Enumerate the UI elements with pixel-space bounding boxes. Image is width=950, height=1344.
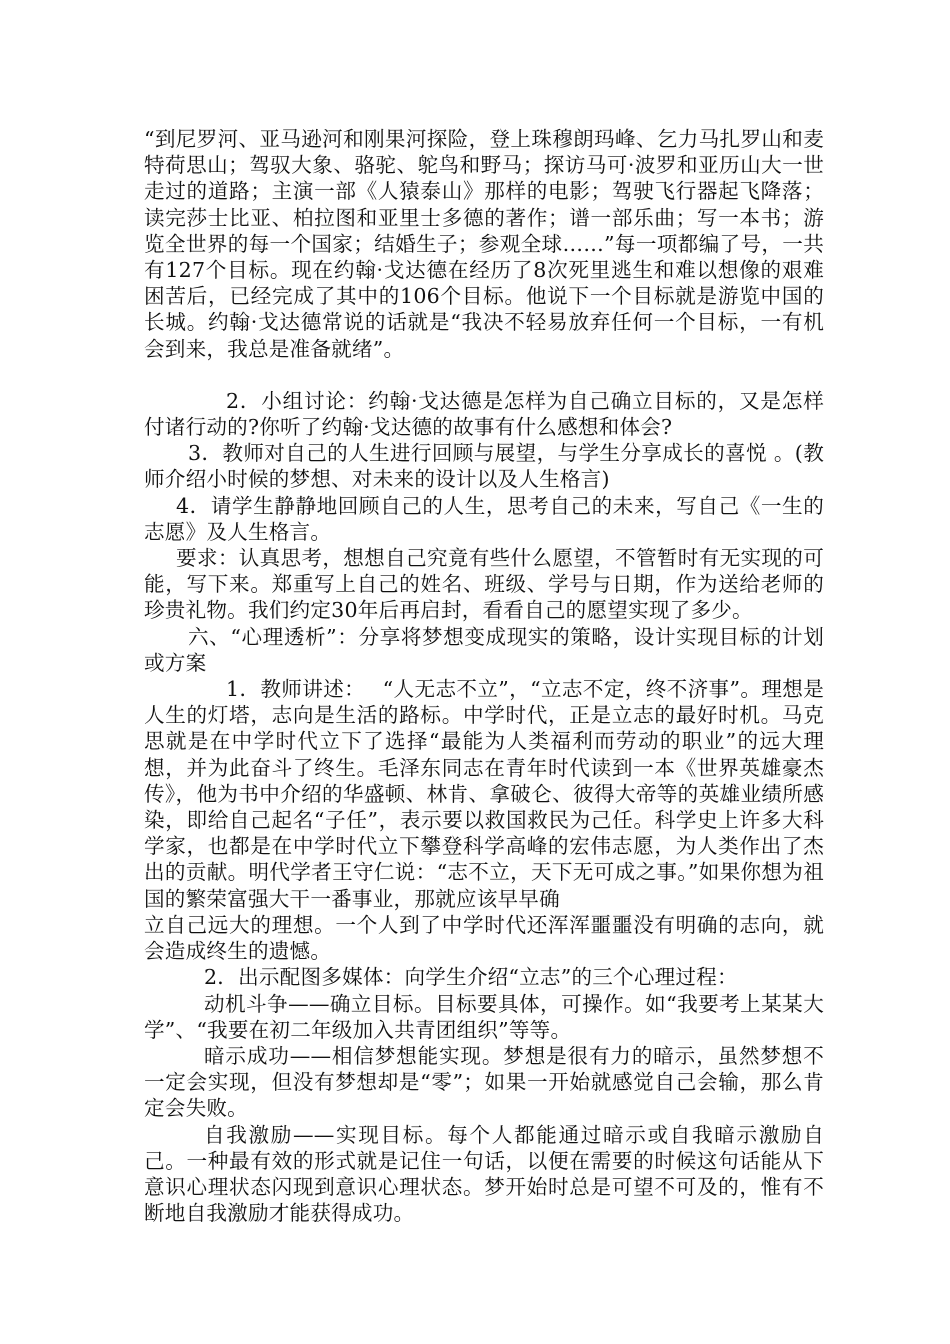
paragraph-self-motivation: 自我激励——实现目标。每个人都能通过暗示或自我暗示激励自己。一种最有效的形式就是记住一句话，以便在需要的时候这句话能从下意识心理状态闪现到意识心理状态。梦开始时总是可望不可及的，惟有不断地自我激励才能获得成功。 — [144, 1122, 824, 1226]
paragraph-suggest-success: 暗示成功——相信梦想能实现。梦想是很有力的暗示，虽然梦想不一定会实现，但没有梦想却是“零”；如果一开始就感觉自己会输，那么肯定会失败。 — [144, 1043, 824, 1121]
paragraph-motivation-struggle: 动机斗争——确立目标。目标要具体，可操作。如“我要考上某某大学”、“我要在初二年级加入共青团组织”等等。 — [144, 991, 824, 1042]
paragraph-multimedia: 2．出示配图多媒体：向学生介绍“立志”的三个心理过程： — [204, 965, 738, 990]
paragraph-gap — [144, 362, 824, 388]
section-heading-six: 六、“心理透析”：分享将梦想变成现实的策略，设计实现目标的计划或方案 — [144, 624, 824, 675]
paragraph-narration-continued: 立自己远大的理想。一个人到了中学时代还浑浑噩噩没有明确的志向，就会造成终生的遗憾。 — [144, 912, 824, 964]
paragraph-group-discussion: 2．小组讨论：约翰·戈达德是怎样为自己确立目标的，又是怎样付诸行动的?你听了约翰·戈达德的故事有什么感想和体会? — [144, 388, 824, 440]
paragraph-teacher-narration: 1．教师讲述： “人无志不立”，“立志不定，终不济事”。理想是人生的灯塔，志向是生活的路标。中学时代，正是立志的最好时机。马克思就是在中学时代立下了选择“最能为人类福利而劳动的职业”的远大理想，并为此奋斗了终生。毛泽东同志在青年时代读到一本《世界英雄豪杰传》，他为书中介绍的华盛顿、林肯、拿破仑、彼得大帝等的英雄业绩所感染，即给自己起名“子任”，表示要以救国救民为己任。科学史上许多大科学家，也都是在中学时代立下攀登科学高峰的宏伟志愿，为人类作出了杰出的贡献。明代学者王守仁说：“志不立，天下无可成之事。”如果你想为祖国的繁荣富强大干一番事业，那就应该早早确 — [144, 677, 824, 911]
paragraph-requirements: 要求：认真思考，想想自己究竟有些什么愿望，不管暂时有无实现的可能，写下来。郑重写上自己的姓名、班级、学号与日期，作为送给老师的珍贵礼物。我们约定30年后再启封，看看自己的愿望实现了多少。 — [144, 546, 824, 623]
paragraph-student-reflection: 4．请学生静静地回顾自己的人生，思考自己的未来，写自己《一生的志愿》及人生格言。 — [144, 493, 824, 544]
paragraph-goddard-goals: “到尼罗河、亚马逊河和刚果河探险，登上珠穆朗玛峰、乞力马扎罗山和麦特荷思山；驾驭大象、骆驼、鸵鸟和野马；探访马可·波罗和亚历山大一世走过的道路；主演一部《人猿泰山》那样的电影；驾驶飞行器起飞降落；读完莎士比亚、柏拉图和亚里士多德的著作；谱一部乐曲；写一本书；游览全世界的每一个国家；结婚生子；参观全球……”每一项都编了号，一共有127个目标。现在约翰·戈达德在经历了8次死里逃生和难以想像的艰难困苦后，已经完成了其中的106个目标。他说下一个目标就是游览中国的长城。约翰·戈达德常说的话就是“我决不轻易放弃任何一个目标，一有机会到来，我总是准备就绪”。 — [144, 127, 824, 361]
document-page — [144, 126, 824, 1226]
paragraph-teacher-review: 3．教师对自己的人生进行回顾与展望，与学生分享成长的喜悦 。(教师介绍小时候的梦想、对未来的设计以及人生格言) — [144, 441, 824, 492]
